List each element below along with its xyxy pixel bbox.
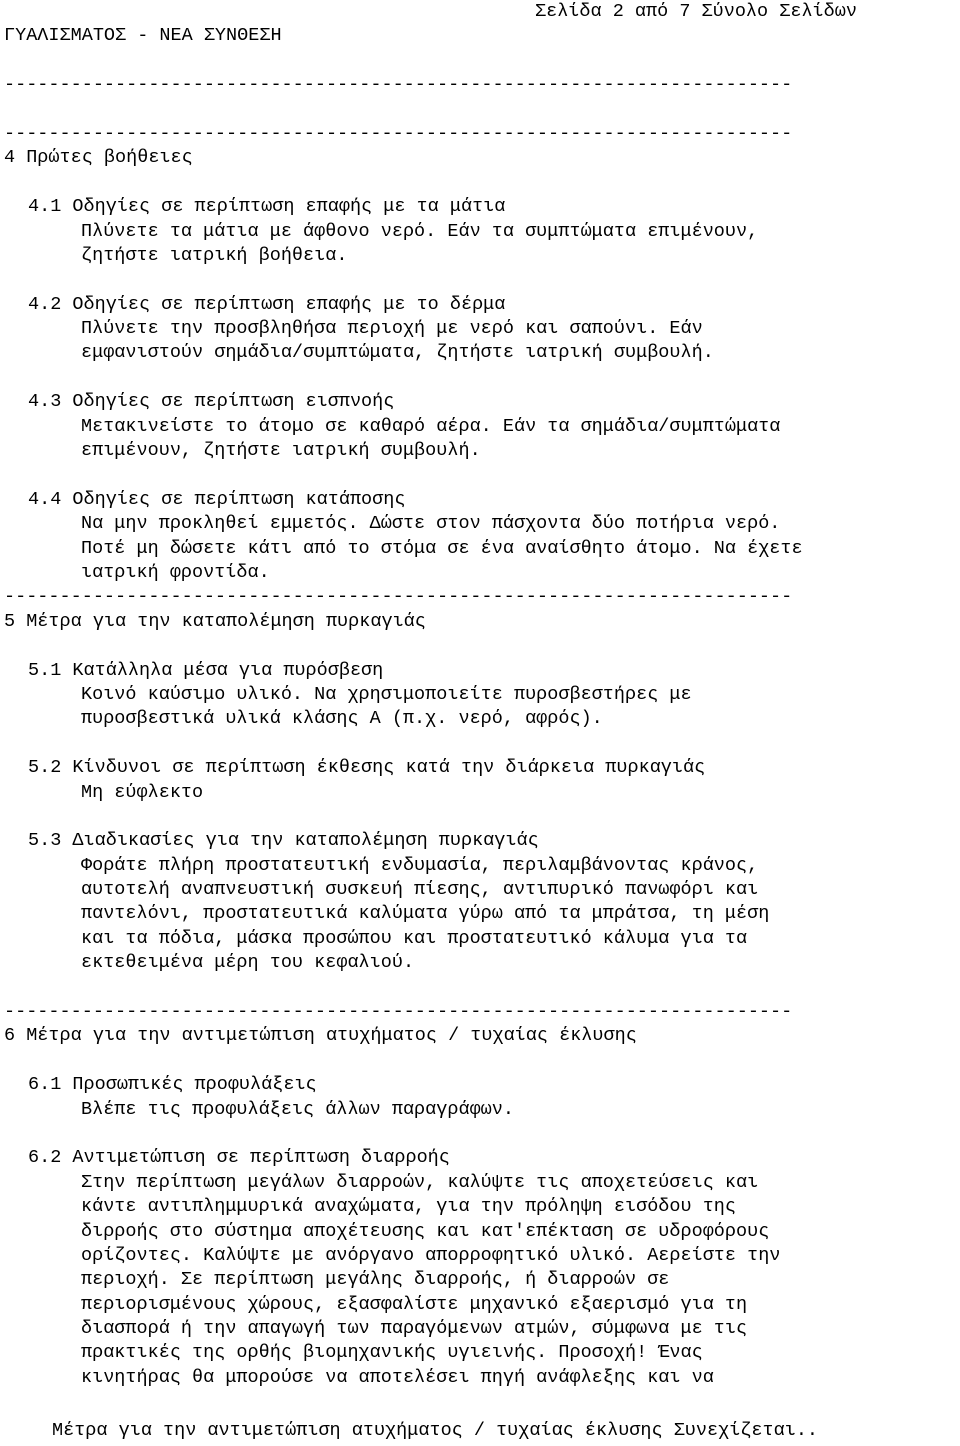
separator: ----------------------------------------------------------------------- <box>4 74 793 96</box>
text-line: περιοχή. Σε περίπτωση μεγάλης διαρροής, ή διαρροών σε <box>81 1269 670 1291</box>
text-line: Φοράτε πλήρη προστατευτική ενδυμασία, περιλαμβάνοντας κράνος, <box>81 854 759 876</box>
header-line-1 <box>4 0 954 24</box>
text-line: Πλύνετε την προσβληθήσα περιοχή με νερό και σαπούνι. Εάν <box>81 318 703 340</box>
text-line: διρροής στο σύστημα αποχέτευσης και κατ'επέκταση σε υδροφόρους <box>81 1220 770 1242</box>
text-line: κινητήρας θα μπορούσε να αποτελέσει πηγή ανάφλεξης και να <box>81 1366 714 1388</box>
section-heading: 5 Μέτρα για την καταπολέμηση πυρκαγιάς <box>4 610 426 632</box>
subsection-heading: 4.4 Οδηγίες σε περίπτωση κατάποσης <box>28 488 406 510</box>
text-line: Να μην προκληθεί εμμετός. Δώστε στον πάσχοντα δύο ποτήρια νερό. <box>81 513 781 535</box>
text-line: Μη εύφλεκτο <box>81 781 204 803</box>
text-line: Κοινό καύσιμο υλικό. Να χρησιμοποιείτε πυροσβεστήρες με <box>81 683 692 705</box>
subsection-heading: 4.3 Οδηγίες σε περίπτωση εισπνοής <box>28 391 395 413</box>
page-footer: Μέτρα για την αντιμετώπιση ατυχήματος / τυχαίας έκλυσης Συνεχίζεται.. <box>52 1420 819 1441</box>
text-line: και τα πόδια, μάσκα προσώπου και προστατευτικό κάλυμα για τα <box>81 927 748 949</box>
page-info: Σελίδα 2 από 7 Σύνολο Σελίδων <box>535 1 857 22</box>
text-line: εκτεθειμένα μέρη του κεφαλιού. <box>81 952 415 974</box>
subsection-heading: 5.3 Διαδικασίες για την καταπολέμηση πυρκαγιάς <box>28 830 539 852</box>
separator: ----------------------------------------------------------------------- <box>4 1001 793 1023</box>
document-page <box>4 0 954 1390</box>
section-heading: 6 Μέτρα για την αντιμετώπιση ατυχήματος / τυχαίας έκλυσης <box>4 1025 637 1047</box>
separator: ----------------------------------------------------------------------- <box>4 122 793 144</box>
text-line: κάντε αντιπλημμυρικά αναχώματα, για την πρόληψη εισόδου της <box>81 1196 737 1218</box>
text-line: αυτοτελή αναπνευστική συσκευή πίεσης, αντιπυρικό πανωφόρι και <box>81 879 759 901</box>
text-line: πυροσβεστικά υλικά κλάσης Α (π.χ. νερό, αφρός). <box>81 708 603 730</box>
subsection-heading: 5.1 Κατάλληλα μέσα για πυρόσβεση <box>28 659 384 681</box>
text-line: διασπορά ή την απαγωγή των παραγόμενων ατμών, σύμφωνα με τις <box>81 1318 748 1340</box>
subsection-heading: 6.2 Αντιμετώπιση σε περίπτωση διαρροής <box>28 1147 450 1169</box>
text-line: Πλύνετε τα μάτια με άφθονο νερό. Εάν τα συμπτώματα επιμένουν, <box>81 220 759 242</box>
subsection-heading: 6.1 Προσωπικές προφυλάξεις <box>28 1074 317 1096</box>
text-line: πρακτικές της ορθής βιομηχανικής υγιεινής. Προσοχή! Ένας <box>81 1342 703 1364</box>
text-line: εμφανιστούν σημάδια/συμπτώματα, ζητήστε ιατρική συμβουλή. <box>81 342 714 364</box>
text-line: Βλέπε τις προφυλάξεις άλλων παραγράφων. <box>81 1098 514 1120</box>
document-subtitle: ΓΥΑΛΙΣΜΑΤΟΣ - ΝΕΑ ΣΥΝΘΕΣΗ <box>4 25 282 47</box>
text-line: ιατρική φροντίδα. <box>81 561 270 583</box>
subsection-heading: 4.1 Οδηγίες σε περίπτωση επαφής με τα μάτια <box>28 196 506 218</box>
text-line: παντελόνι, προστατευτικά καλύματα γύρω από τα μπράτσα, τη μέση <box>81 903 770 925</box>
text-line: ορίζοντες. Καλύψτε με ανόργανο απορροφητικό υλικό. Αερείστε την <box>81 1244 781 1266</box>
subsection-heading: 5.2 Κίνδυνοι σε περίπτωση έκθεσης κατά την διάρκεια πυρκαγιάς <box>28 757 706 779</box>
text-line: περιορισμένους χώρους, εξασφαλίστε μηχανικό εξαερισμό για τη <box>81 1293 748 1315</box>
text-line: Στην περίπτωση μεγάλων διαρροών, καλύψτε τις αποχετεύσεις και <box>81 1171 759 1193</box>
section-heading: 4 Πρώτες βοήθειες <box>4 147 193 169</box>
separator: ----------------------------------------------------------------------- <box>4 586 793 608</box>
text-line: Ποτέ μη δώσετε κάτι από το στόμα σε ένα αναίσθητο άτομο. Να έχετε <box>81 537 803 559</box>
text-line: Μετακινείστε το άτομο σε καθαρό αέρα. Εάν τα σημάδια/συμπτώματα <box>81 415 781 437</box>
text-line: ζητήστε ιατρική βοήθεια. <box>81 244 348 266</box>
text-line: επιμένουν, ζητήστε ιατρική συμβουλή. <box>81 440 481 462</box>
subsection-heading: 4.2 Οδηγίες σε περίπτωση επαφής με το δέρμα <box>28 293 506 315</box>
